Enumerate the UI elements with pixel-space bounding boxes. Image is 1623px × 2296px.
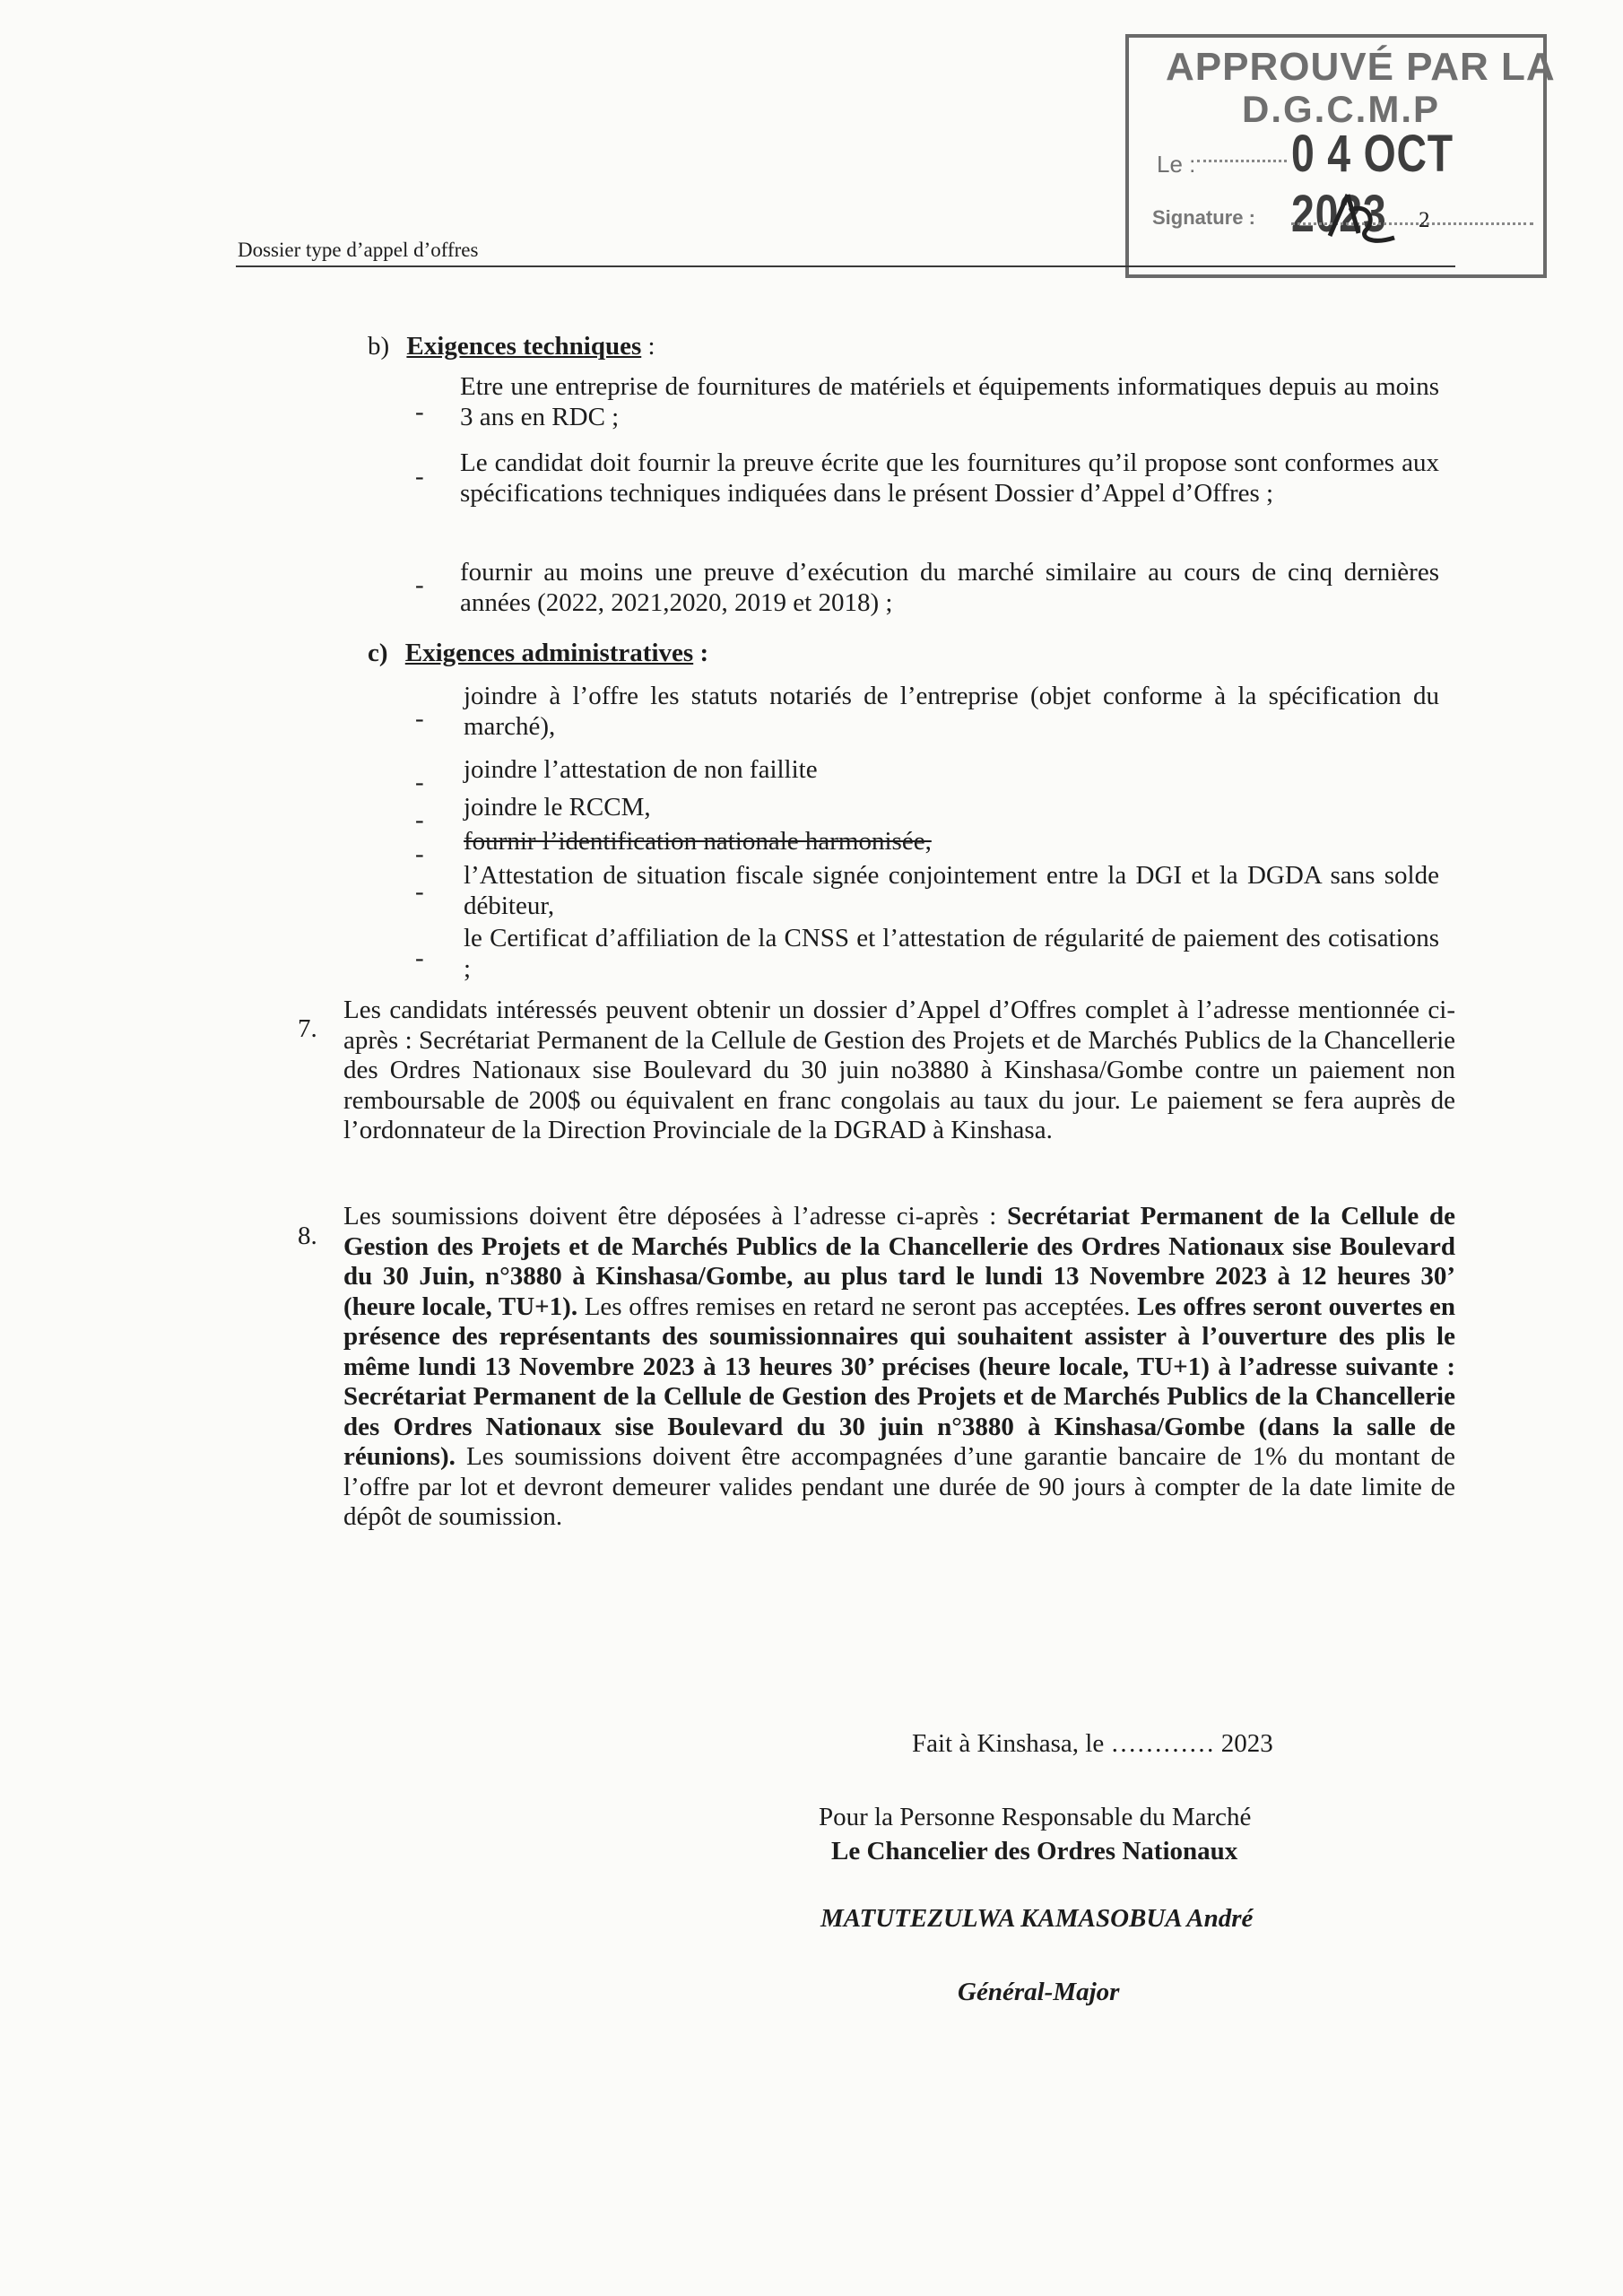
item-8-part-3: Les offres remises en retard ne seront pas acceptées. [577, 1292, 1138, 1321]
item-8-number: 8. [298, 1222, 317, 1250]
item-7-paragraph: Les candidats intéressés peuvent obtenir un dossier d’Appel d’Offres complet à l’adresse mentionnée ci-après : Secrétariat Permanent de la Cellule de Gestion des Projets et de Marchés Publics de la Chancellerie des Ordres Nationaux sise Boulevard du 30 juin no3880 à Kinshasa/Gombe contre un paiement non remboursable de 200$ ou équivalent en franc congolais au taux du jour. Le paiement se fera auprès de l’ordonnateur de la Direction Provinciale de la DGRAD à Kinshasa. [343, 996, 1455, 1144]
bullet-dash: - [415, 570, 424, 599]
section-c-marker: c) [368, 639, 388, 667]
list-item: fournir au moins une preuve d’exécution du marché similaire au cours de cinq dernières années (2022, 2021,2020, 2019 et 2018) ; [460, 558, 1439, 617]
list-item: Etre une entreprise de fournitures de matériels et équipements informatiques depuis au moins 3 ans en RDC ; [460, 372, 1439, 431]
item-8-part-4: Les offres seront ouvertes en présence des représentants des soumissionnaires qui souhaitent assister à l’ouverture des plis le même lundi 13 Novembre 2023 à 13 heures 30’ précises (heure locale, TU+1) à l’adresse suivante : Secrétariat Permanent de la Cellule de Gestion des Projets et de Marchés Publics de la Chancellerie des Ordres Nationaux sise Boulevard du 30 juin n°3880 à Kinshasa/Gombe (dans la salle de réunions). [343, 1292, 1455, 1471]
bullet-dash: - [415, 839, 424, 868]
section-c-title: Exigences administratives [404, 639, 694, 667]
bullet-dash: - [415, 805, 424, 834]
stamp-signature-label: Signature : [1152, 206, 1255, 229]
stamp-signature-mark [1323, 184, 1403, 256]
list-item: Le candidat doit fournir la preuve écrite que les fournitures qu’il propose sont conformes aux spécifications techniques indiquées dans le présent Dossier d’Appel d’Offres ; [460, 448, 1439, 508]
section-b-heading [368, 332, 655, 361]
closing-for-line: Pour la Personne Responsable du Marché [819, 1803, 1252, 1831]
bullet-dash: - [415, 397, 424, 426]
list-item: joindre à l’offre les statuts notariés de l’entreprise (objet conforme à la spécification du marché), [464, 682, 1439, 741]
bullet-dash: - [415, 462, 424, 491]
item-8-part-1: Les soumissions doivent être déposées à l’adresse ci-après : [343, 1202, 1008, 1231]
item-7-number: 7. [298, 1014, 317, 1043]
item-8-paragraph [343, 1202, 1455, 1533]
section-b-suffix: : [641, 332, 655, 361]
stamp-line-1: APPROUVÉ PAR LA [1166, 45, 1556, 89]
stamp-date-value: 0 4 OCT 2023 [1291, 125, 1454, 243]
stamp-date-label: Le : [1157, 151, 1196, 178]
closing-place-date: Fait à Kinshasa, le ………… 2023 [912, 1729, 1273, 1758]
signatory-name: MATUTEZULWA KAMASOBUA André [820, 1904, 1254, 1933]
closing-title-line: Le Chancelier des Ordres Nationaux [831, 1837, 1238, 1866]
item-8-part-5: Les soumissions doivent être accompagnées d’une garantie bancaire de 1% du montant de l’offre par lot et devront demeurer valides pendant une durée de 90 jours à compter de la date limite de dépôt de soumission. [343, 1442, 1455, 1531]
list-item-struck: fournir l’identification nationale harmonisée, [464, 827, 932, 856]
section-b-title: Exigences techniques [406, 332, 642, 361]
page-number: 2 [1419, 208, 1430, 232]
bullet-dash: - [415, 768, 424, 796]
section-b-marker: b) [368, 332, 390, 361]
stamp-date-dots [1197, 160, 1287, 162]
bullet-dash: - [415, 704, 424, 733]
signatory-rank: Général-Major [958, 1978, 1120, 2006]
header-rule [236, 265, 1455, 267]
list-item: le Certificat d’affiliation de la CNSS et l’attestation de régularité de paiement des cotisations ; [464, 924, 1439, 983]
list-item: l’Attestation de situation fiscale signée conjointement entre la DGI et la DGDA sans solde débiteur, [464, 861, 1439, 920]
list-item: joindre le RCCM, [464, 793, 651, 822]
list-item: joindre l’attestation de non faillite [464, 755, 818, 784]
bullet-dash: - [415, 877, 424, 906]
item-8-part-2: Secrétariat Permanent de la Cellule de Gestion des Projets et de Marchés Publics de la Chancellerie des Ordres Nationaux sise Boulevard du 30 Juin, n°3880 à Kinshasa/Gombe, au plus tard le lundi 13 Novembre 2023 à 12 heures 30’ (heure locale, TU+1). [343, 1202, 1455, 1321]
bullet-dash: - [415, 944, 424, 972]
section-c-heading [368, 639, 708, 668]
document-header: Dossier type d’appel d’offres [238, 239, 479, 261]
stamp-line-2: D.G.C.M.P [1242, 88, 1441, 130]
section-c-suffix: : [693, 639, 709, 667]
